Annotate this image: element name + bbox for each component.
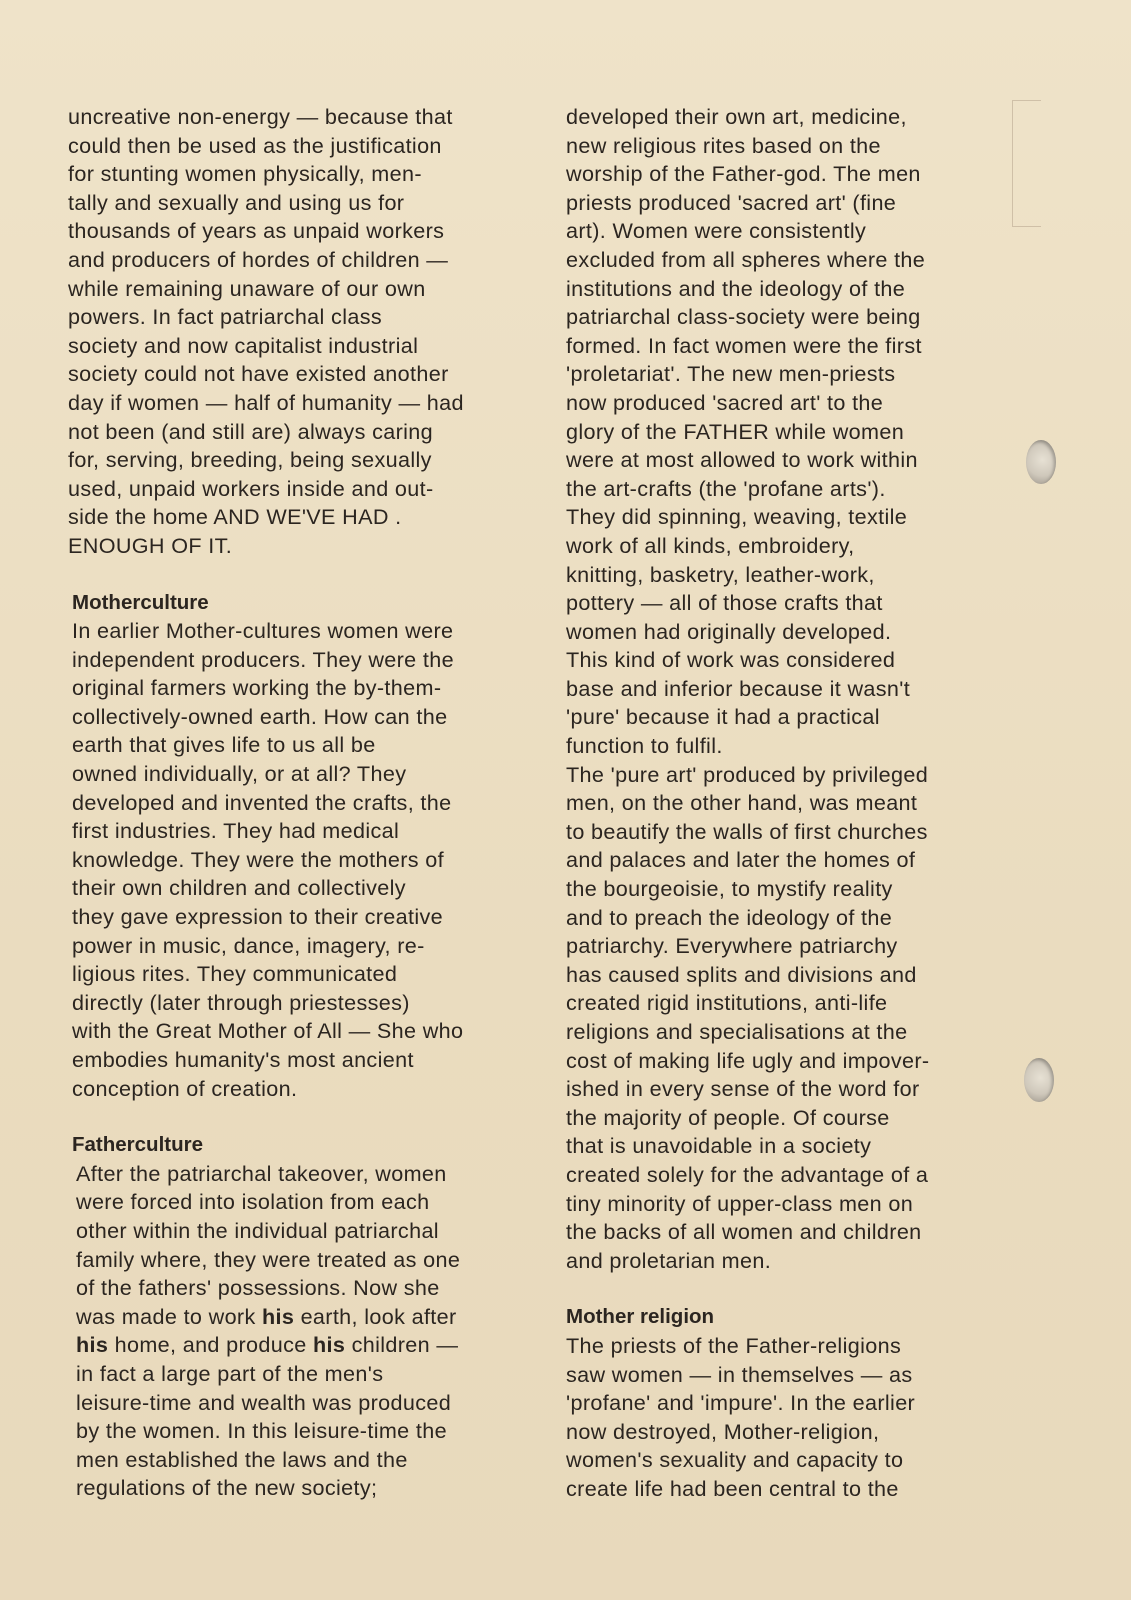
paragraph-line: developed their own art, medicine, xyxy=(566,104,907,129)
paragraph-line: power in music, dance, imagery, re- xyxy=(72,932,425,958)
paragraph-line: for stunting women physically, men- xyxy=(68,161,422,187)
paragraph-line: pottery — all of those crafts that xyxy=(566,590,883,616)
fatherculture-paragraph xyxy=(68,1160,538,1503)
paragraph-line: In earlier Mother-cultures women were xyxy=(72,618,454,644)
paragraph-line: their own children and collectively xyxy=(72,875,406,901)
paragraph-line: knitting, basketry, leather-work, xyxy=(566,561,875,587)
paragraph-line: directly (later through priestesses) xyxy=(72,989,410,1015)
paragraph-line: tiny minority of upper-class men on xyxy=(566,1190,914,1216)
paragraph-line: the art-crafts (the 'profane arts'). xyxy=(566,475,886,501)
paragraph-line: were at most allowed to work within xyxy=(566,447,918,473)
paragraph-line: men, on the other hand, was meant xyxy=(566,790,918,816)
paragraph-line: art). Women were consistently xyxy=(566,218,867,244)
paragraph-line: ished in every sense of the word for xyxy=(566,1076,920,1102)
mother-religion-paragraph xyxy=(562,1332,1024,1504)
paragraph-line: uncreative non-energy — because that xyxy=(68,104,453,129)
fatherculture-heading: Fatherculture xyxy=(72,1133,203,1157)
motherculture-heading: Motherculture xyxy=(72,590,209,614)
paragraph-line: his home, and produce his children — xyxy=(76,1332,459,1358)
paragraph-line: This kind of work was considered xyxy=(566,647,896,673)
paragraph-line: 'pure' because it had a practical xyxy=(566,704,880,730)
paragraph-line: function to fulfil. xyxy=(566,733,723,759)
binder-hole-icon xyxy=(1026,440,1056,484)
motherculture-paragraph xyxy=(68,617,538,1103)
left-column xyxy=(68,103,538,1503)
paragraph-line: society could not have existed another xyxy=(68,361,449,387)
intro-paragraph xyxy=(68,103,538,561)
paragraph-line: society and now capitalist industrial xyxy=(68,332,419,358)
paragraph-line: not been (and still are) always caring xyxy=(68,418,433,444)
paragraph-line: in fact a large part of the men's xyxy=(76,1360,384,1386)
paragraph-line: could then be used as the justification xyxy=(68,132,442,158)
paragraph-line: knowledge. They were the mothers of xyxy=(72,846,444,872)
paragraph-line: that is unavoidable in a society xyxy=(566,1133,872,1159)
paragraph-line: powers. In fact patriarchal class xyxy=(68,304,382,330)
paragraph-line: religions and specialisations at the xyxy=(566,1019,908,1044)
paragraph-line: other within the individual patriarchal xyxy=(76,1217,439,1243)
paragraph-line: The 'pure art' produced by privileged xyxy=(566,761,929,787)
paragraph-line: for, serving, breeding, being sexually xyxy=(68,447,432,473)
paragraph-line: conception of creation. xyxy=(72,1075,298,1101)
paragraph-line: formed. In fact women were the first xyxy=(566,332,922,358)
paragraph-line: while remaining unaware of our own xyxy=(68,275,426,301)
paragraph-line: earth that gives life to us all be xyxy=(72,732,376,758)
paragraph-line: of the fathers' possessions. Now she xyxy=(76,1275,440,1301)
paragraph-line: women had originally developed. xyxy=(566,618,892,644)
paragraph-line: ligious rites. They communicated xyxy=(72,961,398,987)
paragraph-line: leisure-time and wealth was produced xyxy=(76,1389,452,1415)
paragraph-line: glory of the FATHER while women xyxy=(566,418,905,444)
paragraph-line: excluded from all spheres where the xyxy=(566,246,926,272)
paragraph-line: family where, they were treated as one xyxy=(76,1246,461,1272)
paragraph-line: by the women. In this leisure-time the xyxy=(76,1418,447,1444)
paragraph-line: regulations of the new society; xyxy=(76,1475,378,1501)
paragraph-line: They did spinning, weaving, textile xyxy=(566,504,908,530)
paragraph-line: they gave expression to their creative xyxy=(72,904,443,930)
paragraph-line: After the patriarchal takeover, women xyxy=(76,1160,447,1186)
paragraph-line: has caused splits and divisions and xyxy=(566,961,917,987)
paragraph-line: developed and invented the crafts, the xyxy=(72,789,452,815)
paragraph-line: ENOUGH OF IT. xyxy=(68,532,233,558)
paragraph-line: new religious rites based on the xyxy=(566,132,881,158)
paragraph-line: day if women — half of humanity — had xyxy=(68,389,464,415)
paragraph-line: and proletarian men. xyxy=(566,1247,772,1273)
paragraph-line: used, unpaid workers inside and out- xyxy=(68,475,434,501)
paragraph-line: saw women — in themselves — as xyxy=(566,1361,913,1387)
art-paragraph xyxy=(562,103,1024,1275)
paragraph-line: thousands of years as unpaid workers xyxy=(68,218,445,244)
paragraph-line: the backs of all women and children xyxy=(566,1219,922,1245)
paragraph-line: embodies humanity's most ancient xyxy=(72,1047,414,1072)
paragraph-line: now destroyed, Mother-religion, xyxy=(566,1418,880,1444)
paragraph-line: The priests of the Father-religions xyxy=(566,1332,902,1358)
paragraph-line: and producers of hordes of children — xyxy=(68,246,449,272)
paragraph-line: cost of making life ugly and impover- xyxy=(566,1047,930,1073)
paragraph-line: created rigid institutions, anti-life xyxy=(566,990,888,1016)
paragraph-line: worship of the Father-god. The men xyxy=(566,161,921,187)
paragraph-line: collectively-owned earth. How can the xyxy=(72,703,448,729)
paragraph-line: priests produced 'sacred art' (fine xyxy=(566,189,897,215)
paragraph-line: independent producers. They were the xyxy=(72,646,454,672)
paragraph-line: was made to work his earth, look after xyxy=(76,1303,457,1329)
paragraph-line: men established the laws and the xyxy=(76,1446,408,1472)
paragraph-line: side the home AND WE'VE HAD . xyxy=(68,504,402,530)
paragraph-line: and palaces and later the homes of xyxy=(566,847,916,873)
paragraph-line: women's sexuality and capacity to xyxy=(566,1447,904,1473)
paragraph-line: and to preach the ideology of the xyxy=(566,904,893,930)
paragraph-line: with the Great Mother of All — She who xyxy=(72,1018,464,1044)
paragraph-line: the bourgeoisie, to mystify reality xyxy=(566,876,893,902)
paragraph-line: institutions and the ideology of the xyxy=(566,275,906,301)
right-column xyxy=(562,103,1024,1504)
paragraph-line: original farmers working the by-them- xyxy=(72,675,442,701)
paragraph-line: create life had been central to the xyxy=(566,1475,899,1501)
paragraph-line: were forced into isolation from each xyxy=(76,1189,430,1215)
paragraph-line: work of all kinds, embroidery, xyxy=(566,532,855,558)
paragraph-line: first industries. They had medical xyxy=(72,818,400,844)
mother-religion-heading: Mother religion xyxy=(566,1305,715,1329)
paragraph-line: the majority of people. Of course xyxy=(566,1104,890,1130)
paragraph-line: patriarchy. Everywhere patriarchy xyxy=(566,933,898,959)
paragraph-line: to beautify the walls of first churches xyxy=(566,818,928,844)
paragraph-line: now produced 'sacred art' to the xyxy=(566,389,884,415)
paragraph-line: 'proletariat'. The new men-priests xyxy=(566,361,896,387)
paragraph-line: patriarchal class-society were being xyxy=(566,304,921,330)
paragraph-line: base and inferior because it wasn't xyxy=(566,675,911,701)
binder-hole-icon xyxy=(1024,1058,1054,1102)
paragraph-line: owned individually, or at all? They xyxy=(72,761,407,787)
paragraph-line: tally and sexually and using us for xyxy=(68,189,405,215)
paragraph-line: created solely for the advantage of a xyxy=(566,1161,929,1187)
paragraph-line: 'profane' and 'impure'. In the earlier xyxy=(566,1390,916,1416)
